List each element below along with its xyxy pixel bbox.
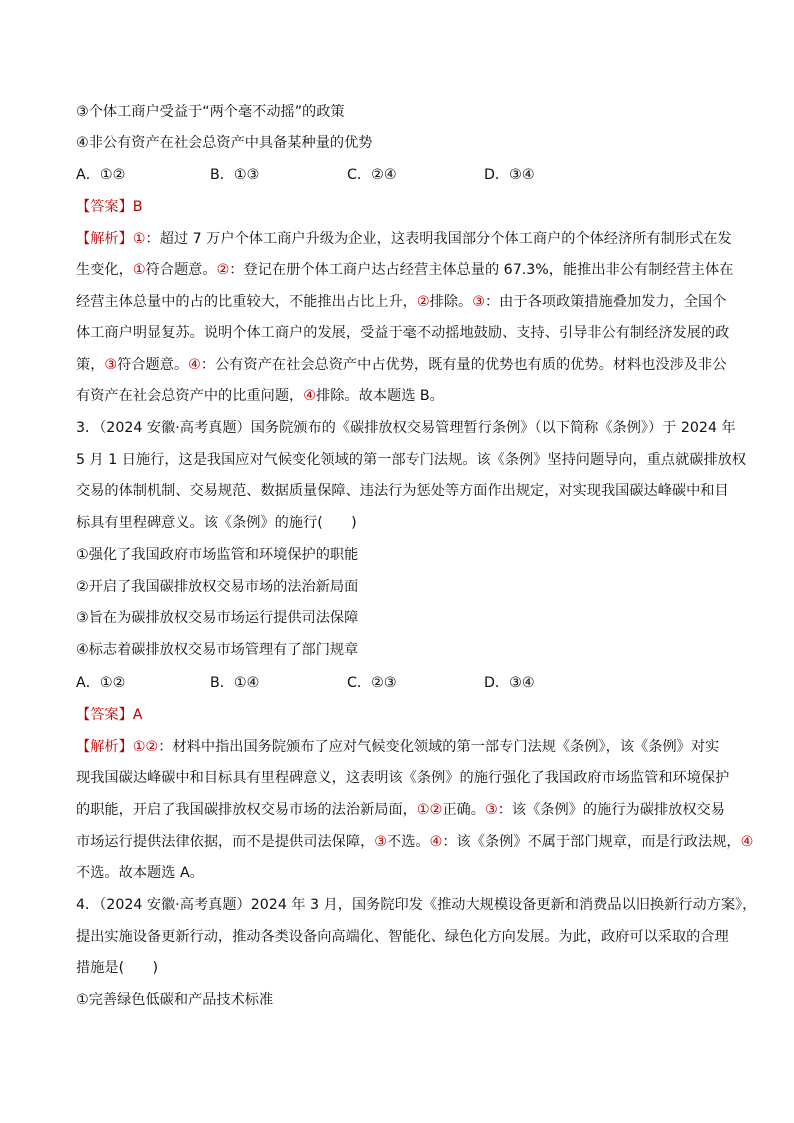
q4-statement-1: ①完善绿色低碳和产品技术标准 — [76, 992, 274, 1008]
q3-statement-3: ③旨在为碳排放权交易市场运行提供司法保障 — [76, 610, 359, 626]
q2-analysis-line: 生变化，①符合题意。②：登记在册个体工商户达占经营主体总量的 67.3%，能推出非公有制经营主体在 — [76, 262, 734, 278]
q3-analysis-line: 的职能，开启了我国碳排放权交易市场的法治新局面，①②正确。③：该《条例》的施行为碳排放权交易 — [76, 802, 725, 818]
q2-analysis-line: 策，③符合题意。④：公有资产在社会总资产中占优势，既有量的优势也有质的优势。材料也没涉及非公 — [76, 357, 727, 373]
q2-option-d: D．③④ — [484, 167, 535, 183]
q2-statement-3: ③个体工商户受益于“两个毫不动摇”的政策 — [76, 104, 345, 120]
q2-statement-4: ④非公有资产在社会总资产中具备某种量的优势 — [76, 135, 373, 151]
q2-answer — [76, 197, 143, 217]
q3-analysis-line: 【解析】①②：材料中指出国务院颁布了应对气候变化领域的第一部专门法规《条例》，该《条例》对实 — [76, 739, 720, 755]
q2-analysis-line: 体工商户明显复苏。说明个体工商户的发展，受益于毫不动摇地鼓励、支持、引导非公有制经济发展的政 — [76, 325, 730, 341]
q4-stem-line: 4．（2024 安徽·高考真题）2024 年 3 月，国务院印发《推动大规模设备更新和消费品以旧换新行动方案》， — [76, 897, 757, 913]
q3-option-a: A．①② — [76, 675, 126, 691]
analysis-label: 【解析】 — [76, 231, 133, 247]
q3-option-d: D．③④ — [484, 675, 535, 691]
q3-analysis-line: 不选。故本题选 A。 — [76, 865, 204, 881]
q2-analysis-line: 【解析】①：超过 7 万户个体工商户升级为企业，这表明我国部分个体工商户的个体经济所有制形式在发 — [76, 231, 732, 247]
q3-analysis-line: 市场运行提供法律依据，而不是提供司法保障，③不选。④：该《条例》不属于部门规章，而是行政法规，④ — [76, 834, 754, 850]
q3-option-b: B．①④ — [210, 675, 260, 691]
q3-statement-2: ②开启了我国碳排放权交易市场的法治新局面 — [76, 579, 359, 595]
q2-analysis-line: 经营主体总量中的占的比重较大，不能推出占比上升，②排除。③：由于各项政策措施叠加发力，全国个 — [76, 294, 727, 310]
q3-stem-line: 标具有里程碑意义。该《条例》的施行( ) — [76, 515, 357, 531]
q4-stem-line: 措施是( ) — [76, 960, 159, 976]
q3-stem-line: 交易的体制机制、交易规范、数据质量保障、违法行为惩处等方面作出规定，对实现我国碳达峰碳中和目 — [76, 483, 729, 499]
q2-analysis-line: 有资产在社会总资产中的比重问题，④排除。故本题选 B。 — [76, 388, 444, 404]
q3-statement-1: ①强化了我国政府市场监管和环境保护的职能 — [76, 547, 359, 563]
q3-answer — [76, 705, 142, 725]
q3-option-c: C．②③ — [347, 675, 397, 691]
q3-analysis-line: 现我国碳达峰碳中和目标具有里程碑意义，这表明该《条例》的施行强化了我国政府市场监管和环境保护 — [76, 770, 730, 786]
q2-option-a: A．①② — [76, 167, 126, 183]
answer-value: A — [132, 707, 143, 723]
q3-statement-4: ④标志着碳排放权交易市场管理有了部门规章 — [76, 642, 359, 658]
answer-label: 【答案】 — [76, 707, 133, 723]
answer-value: B — [132, 199, 143, 215]
q2-option-c: C．②④ — [347, 167, 397, 183]
q3-stem-line: 3．（2024 安徽·高考真题）国务院颁布的《碳排放权交易管理暂行条例》（以下简称《条例》）于 2024 年 — [76, 420, 736, 436]
analysis-label: 【解析】 — [76, 739, 133, 755]
q2-option-b: B．①③ — [210, 167, 260, 183]
q4-stem-line: 提出实施设备更新行动，推动各类设备向高端化、智能化、绿色化方向发展。为此，政府可以采取的合理 — [76, 929, 729, 945]
answer-label: 【答案】 — [76, 199, 133, 215]
q3-stem-line: 5 月 1 日施行，这是我国应对气候变化领域的第一部专门法规。该《条例》坚持问题导向，重点就碳排放权 — [76, 452, 747, 468]
